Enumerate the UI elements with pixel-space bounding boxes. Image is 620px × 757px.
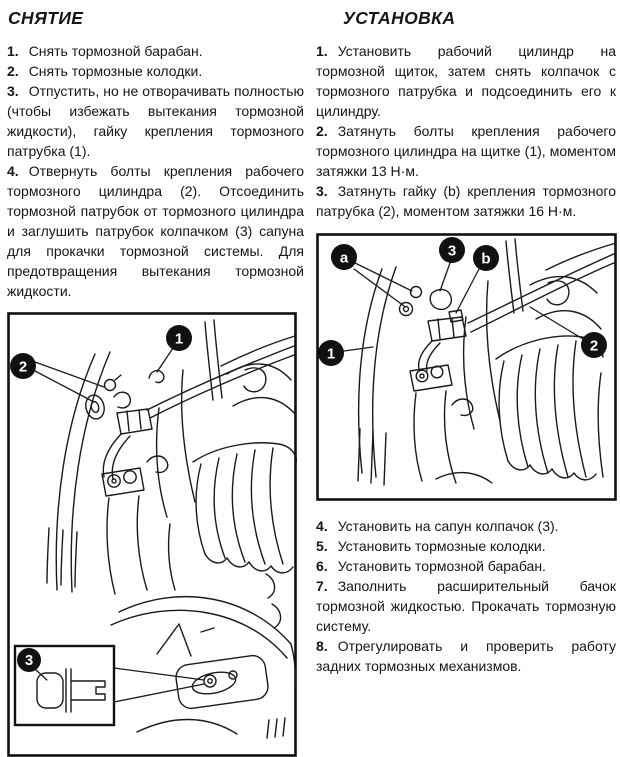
step-text: Установить тормозные колодки.	[337, 537, 546, 554]
callout-2	[10, 353, 104, 402]
installation-heading: УСТАНОВКА	[343, 8, 456, 28]
installation-step-6	[316, 556, 616, 576]
step-number: 4.	[316, 517, 328, 534]
removal-step-4	[7, 161, 304, 301]
step-number: 2.	[316, 122, 328, 139]
removal-figure	[7, 312, 297, 757]
svg-text:2: 2	[18, 358, 28, 375]
svg-text:3: 3	[447, 242, 457, 259]
step-number: 5.	[316, 537, 328, 554]
removal-step-3	[7, 81, 304, 161]
step-text: Заполнить расширительный бачок тормозной жидкостью. Прокачать тормозную систему.	[316, 577, 616, 634]
step-text: Затянуть болты крепления рабочего тормозного цилиндра на щитке (1), моментом затяжки 13 Н·м.	[316, 122, 616, 179]
brake-assembly-drawing	[358, 239, 616, 485]
step-text: Отпустить, но не отворачивать полностью (чтобы избежать вытекания тормозной жидкости), гайку крепления тормозного патрубка (1).	[7, 82, 304, 159]
step-text: Установить рабочий цилиндр на тормозной щиток, затем снять колпачок с тормозного патрубка и подсоединить его к цилиндру.	[316, 42, 616, 119]
installation-step-4	[316, 516, 616, 536]
installation-section	[316, 6, 616, 757]
step-text: Затянуть гайку (b) крепления тормозного патрубка (2), моментом затяжки 16 Н·м.	[316, 182, 616, 219]
step-number: 4.	[7, 162, 19, 179]
svg-text:a: a	[339, 249, 349, 266]
step-number: 3.	[316, 182, 328, 199]
removal-step-1	[7, 41, 304, 61]
svg-text:b: b	[481, 250, 491, 267]
step-number: 6.	[316, 557, 328, 574]
installation-step-3	[316, 181, 616, 221]
step-text: Установить тормозной барабан.	[337, 557, 546, 574]
installation-step-1	[316, 41, 616, 121]
bleeder-screw	[204, 675, 216, 687]
step-text: Отрегулировать и проверить работу задних тормозных механизмов.	[316, 637, 616, 674]
callout-1	[318, 340, 373, 366]
removal-heading: СНЯТИЕ	[8, 8, 84, 28]
step-text: Снять тормозной барабан.	[28, 42, 203, 59]
step-number: 3.	[7, 82, 19, 99]
installation-figure	[316, 233, 617, 501]
callout-3	[17, 648, 41, 672]
step-text: Установить на сапун колпачок (3).	[337, 517, 559, 534]
removal-section	[7, 6, 304, 757]
removal-step-2	[7, 61, 304, 81]
svg-text:1: 1	[174, 330, 184, 347]
installation-step-5	[316, 536, 616, 556]
installation-step-8	[316, 636, 616, 676]
step-number: 2.	[7, 62, 19, 79]
svg-text:1: 1	[326, 345, 336, 362]
installation-step-2	[316, 121, 616, 181]
step-text: Снять тормозные колодки.	[28, 62, 203, 79]
callout-3	[439, 237, 465, 291]
step-number: 8.	[316, 637, 328, 654]
callout-1	[157, 325, 192, 372]
step-number: 1.	[316, 42, 328, 59]
callout-a	[331, 244, 412, 306]
svg-text:3: 3	[24, 651, 34, 669]
bleeder-cap-inset	[15, 646, 204, 725]
installation-step-7	[316, 576, 616, 636]
callout-2	[530, 307, 607, 358]
svg-text:2: 2	[589, 337, 599, 354]
step-number: 7.	[316, 577, 328, 594]
step-text: Отвернуть болты крепления рабочего тормозного цилиндра (2). Отсоединить тормозной патрубок от тормозного цилиндра и заглушить патрубок колпачком (3) сапуна для прокачки тормозной системы. Для предотвращения вытекания тормозной жидкости.	[7, 162, 304, 299]
step-number: 1.	[7, 42, 19, 59]
